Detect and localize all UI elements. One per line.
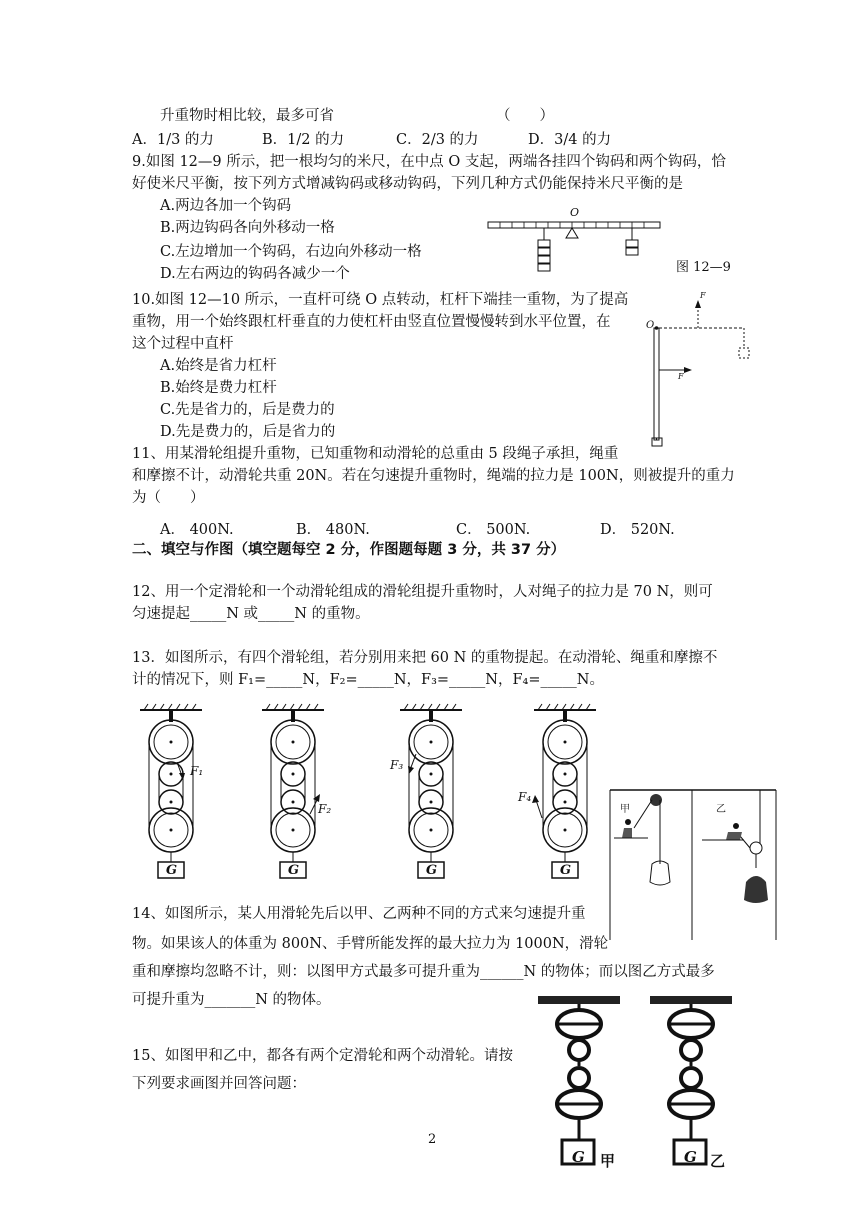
q11-stem-line3: 为（ ）	[132, 490, 205, 506]
fig14-label-yi: 乙	[716, 804, 726, 815]
q13-stem-line1: 13．如图所示，有四个滑轮组，若分别用来把 60 N 的重物提起。在动滑轮、绳重和摩擦不	[132, 650, 718, 666]
force-label-f1: F₁	[190, 764, 204, 778]
q8-line: 升重物时相比较，最多可省	[160, 108, 334, 124]
q10-stem-line1: 10.如图 12—10 所示，一直杆可绕 O 点转动，杠杆下端挂一重物，为了提高	[132, 292, 629, 308]
arrow-down-icon	[408, 766, 414, 774]
q10-option-c: C.先是省力的，后是费力的	[160, 402, 335, 418]
fig14-label-jia: 甲	[620, 804, 630, 815]
fig-12-9-label-o: O	[570, 206, 580, 219]
q9-option-b: B.两边钩码各向外移动一格	[160, 220, 335, 236]
weight-label-3: G	[426, 863, 438, 878]
fig-12-9-caption: 图 12—9	[676, 260, 731, 275]
q15-fig-label-yi: 乙	[710, 1152, 726, 1170]
fulcrum-icon	[566, 228, 578, 238]
q15-stem-line1: 15、如图甲和乙中，都各有两个定滑轮和两个动滑轮。请按	[132, 1048, 513, 1064]
arrow-up-icon	[695, 300, 701, 308]
pulley-assembly-jia	[536, 992, 626, 1170]
q9-stem-line2: 好使米尺平衡，按下列方式增减钩码或移动钩码，下列几种方式仍能保持米尺平衡的是	[132, 176, 683, 192]
fig-12-10-label-f-side: F	[678, 372, 684, 381]
fig-12-10-label-o: O	[646, 320, 655, 331]
pulley-system-4	[530, 702, 610, 882]
q11-option-a: A． 400N.	[160, 522, 234, 538]
pulley-system-3	[396, 702, 476, 882]
force-label-f4: F₄	[518, 790, 532, 804]
right-weights-icon	[626, 240, 638, 255]
q11-option-b: B． 480N.	[296, 522, 370, 538]
q8-option-d: D．3/4 的力	[528, 132, 612, 148]
q12-stem-line2: 匀速提起_____N 或_____N 的重物。	[132, 606, 370, 622]
q15-fig-label-jia: 甲	[600, 1152, 616, 1170]
q9-option-c: C.左边增加一个钩码，右边向外移动一格	[160, 244, 422, 260]
force-label-f3: F₃	[390, 758, 404, 772]
fig-12-10-label-f-top: F	[700, 291, 706, 300]
q13-stem-line2: 计的情况下，则 F₁=_____N，F₂=_____N，F₃=_____N，F₄=_____N。	[132, 672, 604, 688]
q8-option-b: B．1/2 的力	[262, 132, 345, 148]
weight-label-4: G	[560, 863, 572, 878]
arrow-right-icon	[684, 367, 692, 373]
rod-lever-figure	[640, 290, 760, 450]
q14-stem-line4: 可提升重为_______N 的物体。	[132, 992, 331, 1008]
q14-stem-line3: 重和摩擦均忽略不计，则：以图甲方式最多可提升重为______N 的物体；而以图乙方式最多	[132, 964, 715, 980]
q9-option-d: D.左右两边的钩码各减少一个	[160, 266, 350, 282]
weight-label-2: G	[288, 863, 300, 878]
q11-stem-line2: 和摩擦不计，动滑轮共重 20N。若在匀速提升重物时，绳端的拉力是 100N，则被提升的重力	[132, 468, 735, 484]
pulley-system-1	[136, 702, 216, 882]
q8-option-a: A．1/3 的力	[132, 132, 214, 148]
pulley-system-2	[258, 702, 338, 882]
q11-option-c: C． 500N.	[456, 522, 531, 538]
q10-option-d: D.先是费力的，后是省力的	[160, 424, 336, 440]
q15-weight-label-jia: G	[572, 1148, 585, 1166]
q10-stem-line3: 这个过程中直杆	[132, 336, 234, 352]
person-pulley-figure	[608, 784, 778, 940]
q10-option-b: B.始终是费力杠杆	[160, 380, 277, 396]
q11-stem-line1: 11、用某滑轮组提升重物，已知重物和动滑轮的总重由 5 段绳子承担，绳重	[132, 446, 619, 462]
pulley-assembly-yi	[648, 992, 738, 1170]
q15-weight-label-yi: G	[684, 1148, 697, 1166]
force-label-f2: F₂	[318, 802, 332, 816]
q9-option-a: A.两边各加一个钩码	[160, 198, 292, 214]
q8-answer-paren: （ ）	[496, 108, 554, 124]
page-number: 2	[428, 1132, 437, 1147]
arrow-up-icon	[532, 795, 539, 803]
q10-option-a: A.始终是省力杠杆	[160, 358, 277, 374]
q12-stem-line1: 12、用一个定滑轮和一个动滑轮组成的滑轮组提升重物时，人对绳子的拉力是 70 N，则可	[132, 584, 713, 600]
left-weights-icon	[538, 240, 550, 271]
q15-stem-line2: 下列要求画图并回答问题：	[132, 1076, 306, 1092]
q10-stem-line2: 重物，用一个始终跟杠杆垂直的力使杠杆由竖直位置慢慢转到水平位置，在	[132, 314, 611, 330]
weight-label-1: G	[166, 863, 178, 878]
section2-heading: 二、填空与作图（填空题每空 2 分，作图题每题 3 分，共 37 分）	[132, 542, 566, 558]
q11-option-d: D． 520N.	[600, 522, 675, 538]
q14-stem-line2: 物。如果该人的体重为 800N、手臂所能发挥的最大拉力为 1000N，滑轮	[132, 936, 609, 952]
q9-stem-line1: 9.如图 12—9 所示，把一根均匀的米尺，在中点 O 支起，两端各挂四个钩码和两个钩码，恰	[132, 154, 726, 170]
q14-stem-line1: 14、如图所示，某人用滑轮先后以甲、乙两种不同的方式来匀速提升重	[132, 906, 586, 922]
q8-option-c: C．2/3 的力	[396, 132, 479, 148]
